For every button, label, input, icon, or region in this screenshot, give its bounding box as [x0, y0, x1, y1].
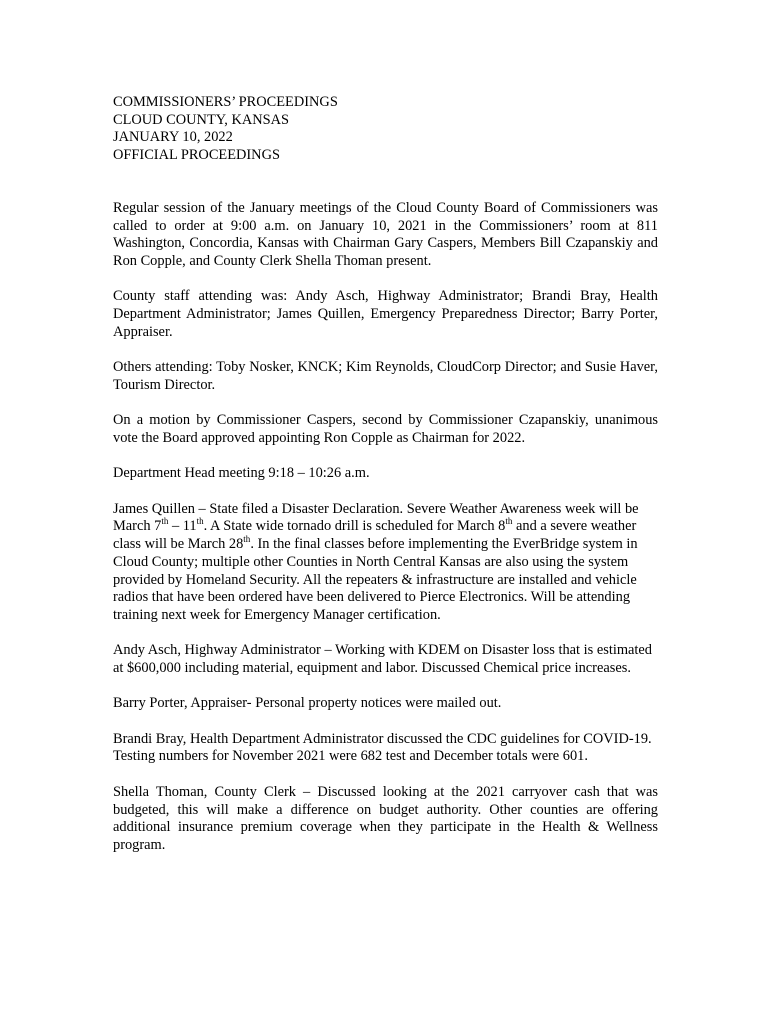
header-county: CLOUD COUNTY, KANSAS	[113, 111, 290, 128]
text-segment: . A State wide tornado drill is scheduled for March 8	[203, 518, 506, 535]
paragraph-others-attending: Others attending: Toby Nosker, KNCK; Kim Reynolds, CloudCorp Director; and Susie Haver, Tourism Director.	[113, 359, 658, 393]
text-segment: and a severe weather class will be March 28	[113, 518, 637, 553]
text-segment: James Quillen – State filed a Disaster Declaration. Severe Weather Awareness week will be March 7	[113, 500, 639, 535]
superscript: th	[243, 534, 251, 545]
header-date: JANUARY 10, 2022	[113, 129, 233, 146]
paragraph-appraiser-report: Barry Porter, Appraiser- Personal property notices were mailed out.	[113, 695, 502, 712]
superscript: th	[505, 516, 513, 527]
paragraph-health-report: Brandi Bray, Health Department Administrator discussed the CDC guidelines for COVID-19. Testing numbers for November 2021 were 682 test and December totals were 601.	[113, 730, 652, 765]
document-header	[113, 94, 658, 165]
paragraph-county-clerk-report: Shella Thoman, County Clerk – Discussed looking at the 2021 carryover cash that was budgeted, this will make a difference on budget authority. Other counties are offering additional insurance premium coverage when they participate in the Health & Wellness program.	[113, 783, 658, 853]
paragraph-department-head-meeting: Department Head meeting 9:18 – 10:26 a.m.	[113, 465, 370, 482]
paragraph-chairman-motion: On a motion by Commissioner Caspers, second by Commissioner Czapanskiy, unanimous vote the Board approved appointing Ron Copple as Chairman for 2022.	[113, 412, 658, 446]
header-title: COMMISSIONERS’ PROCEEDINGS	[113, 94, 338, 110]
header-subtitle: OFFICIAL PROCEEDINGS	[113, 147, 280, 164]
superscript: th	[161, 516, 169, 527]
paragraph-highway-report: Andy Asch, Highway Administrator – Working with KDEM on Disaster loss that is estimated at $600,000 including material, equipment and labor. Discussed Chemical price increases.	[113, 642, 652, 676]
text-segment: . In the final classes before implementing the EverBridge system in Cloud County; multiple other Counties in North Central Kansas are also using the system provided by Homeland Security. All the repeaters & infrastructure are installed and vehicle radios that have been ordered have been delivered to Pierce Electronics. Will be attending training next week for Emergency Manager certification.	[113, 536, 638, 623]
text-segment: – 11	[168, 518, 197, 535]
document-content	[113, 94, 658, 872]
superscript: th	[196, 516, 204, 527]
paragraph-staff-attending: County staff attending was: Andy Asch, Highway Administrator; Brandi Bray, Health Department Administrator; James Quillen, Emergency Preparedness Director; Barry Porter, Appraiser.	[113, 288, 658, 340]
paragraph-emergency-preparedness	[113, 501, 658, 625]
paragraph-session-opening: Regular session of the January meetings of the Cloud County Board of Commissioners was called to order at 9:00 a.m. on January 10, 2021 in the Commissioners’ room at 811 Washington, Concordia, Kansas with Chairman Gary Caspers, Members Bill Czapanskiy and Ron Copple, and County Clerk Shella Thoman present.	[113, 199, 658, 269]
